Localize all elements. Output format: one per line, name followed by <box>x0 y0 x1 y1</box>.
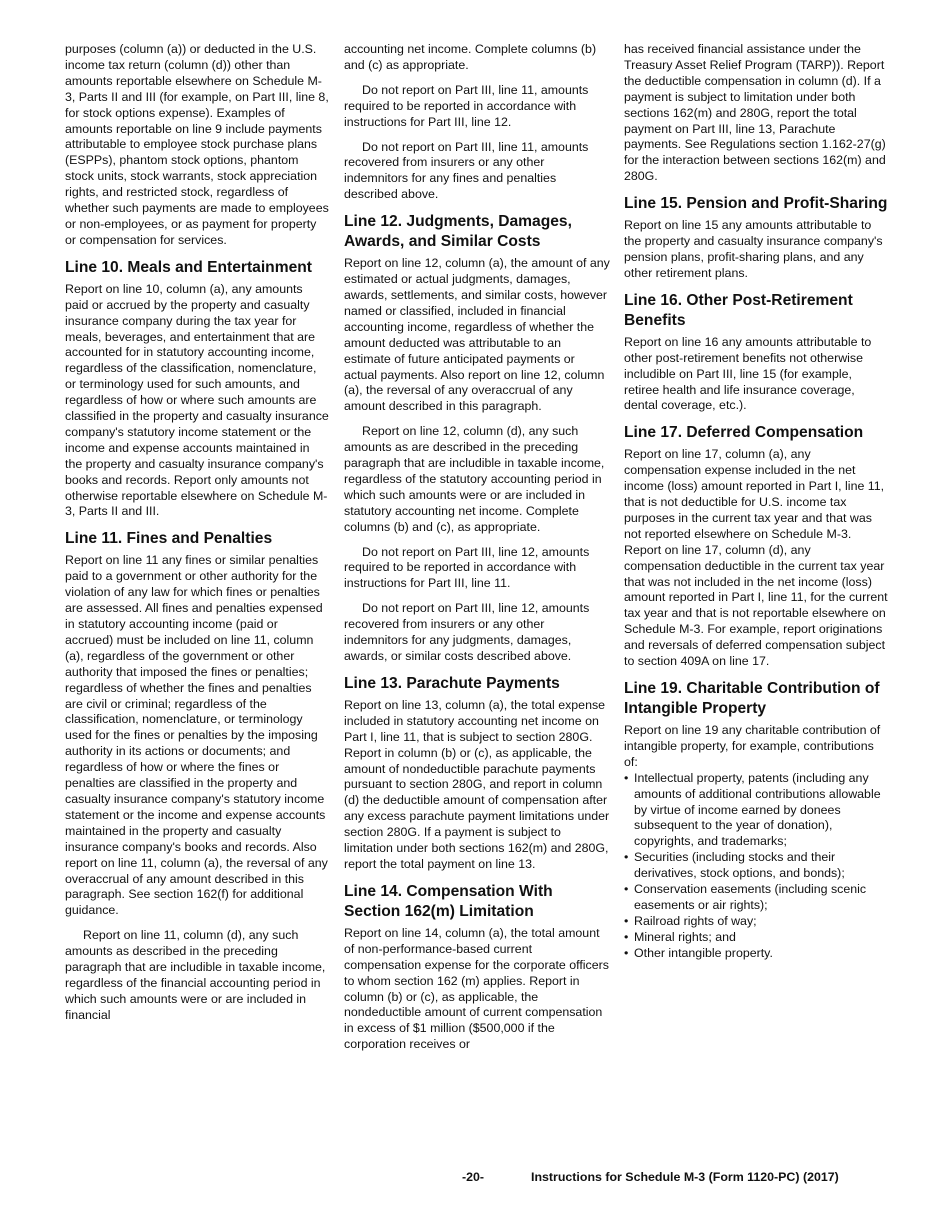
bullet-item: • Mineral rights; and <box>624 930 888 946</box>
bullet-item: • Conservation easements (including scenic easements or air rights); <box>624 882 888 914</box>
bullet-item: • Securities (including stocks and their derivatives, stock options, and bonds); <box>624 850 888 882</box>
body-paragraph: Report on line 11 any fines or similar penalties paid to a government or other authority for the violation of any law for which fines or penalties are assessed. All fines and penalties expensed in statutory accounting income (paid or accrued) must be included on line 11, column (a), regardless of the government or other authority that imposed the fines or penalties; regardless of whether the fines and penalties are civil or criminal; regardless of the classification, nomenclature, or terminology used for the fines or penalties by the imposing authority in its actions or documents; and regardless of how or where the fines or penalties are classified in the property and casualty insurance company's statutory income statement or the income and expense accounts maintained in the property and casualty insurance company's books and records. Also report on line 11, column (a), the reversal of any overaccrual of any amount described in this paragraph. See section 162(f) for additional guidance. <box>65 553 328 918</box>
section-heading: Line 13. Parachute Payments <box>344 674 560 692</box>
body-paragraph: Do not report on Part III, line 11, amounts required to be reported in accordance with instructions for Part III, line 12. <box>344 82 589 129</box>
body-paragraph: Report on line 10, column (a), any amounts paid or accrued by the property and casualty insurance company during the tax year for meals, beverages, and entertainment that are accounted for in statutory accounting income, regardless of the classification, nomenclature, or terminology used for such amounts, and regardless of how or where such amounts are classified in the property and casualty insurance company's statutory income statement or the income and expense accounts maintained in the property and casualty insurance company's books and records. Report only amounts not otherwise reportable elsewhere on Schedule M-3, Parts II and III. <box>65 281 329 519</box>
bullet-item: • Other intangible property. <box>624 946 888 962</box>
section-heading: Line 19. Charitable Contribution of Intangible Property <box>624 680 880 717</box>
body-paragraph: Report on line 15 any amounts attributable to the property and casualty insurance company's pension plans, profit-sharing plans, and any other retirement plans. <box>624 218 883 280</box>
body-paragraph: Report on line 19 any charitable contribution of intangible property, for example, contributions of: <box>624 723 881 769</box>
body-paragraph: Report on line 13, column (a), the total expense included in statutory accounting net income on Part I, line 11, that is subject to section 280G. Report in column (b) or (c), as applicable, the amount of nondeductible parachute payments pursuant to section 280G, and report in column (d) the deductible amount of compensation after any excess parachute payment limitations under section 280G. If a payment is subject to limitation under both sections 162(m) and 280G, report the total payment on line 13. <box>344 697 610 871</box>
section-heading: Line 17. Deferred Compensation <box>624 424 864 442</box>
body-paragraph: accounting net income. Complete columns (b) and (c) as appropriate. <box>344 42 597 72</box>
page-number: -20- <box>462 1170 485 1184</box>
section-heading: Line 12. Judgments, Damages, Awards, and Similar Costs <box>344 213 572 251</box>
body-paragraph: Report on line 12, column (d), any such amounts as are described in the preceding paragraph that are includible in taxable income, regardless of the statutory accounting period in which such amounts were or are included in statutory accounting net income. Complete columns (b) and (c), as appropriate. <box>344 424 605 534</box>
body-paragraph: Report on line 17, column (a), any compensation expense included in the net income (loss) amount reported in Part I, line 11, that is not deductible for U.S. income tax purposes in the current tax year and that was not reported elsewhere on Schedule M-3. Report on line 17, column (d), any compensation deductible in the current tax year that was not included in the net income (loss) amount reported in Part I, line 11, for the current tax year and that is not reportable elsewhere on Schedule M-3. For example, report originations and reversals of deferred compensation subject to section 409A on line 17. <box>624 447 888 669</box>
body-paragraph: purposes (column (a)) or deducted in the U.S. income tax return (column (d)) other than amounts reportable elsewhere on Schedule M-3, Parts II and III (for example, on Part III, line 8, for stock options expense). Examples of amounts reportable on line 9 include payments attributable to employee stock purchase plans (ESPPs), phantom stock options, phantom stock units, stock warrants, stock appreciation rights, and restricted stock, regardless of whether such payments are made to employees or non-employees, or as payment for property or compensation for services. <box>65 42 329 247</box>
section-heading: Line 11. Fines and Penalties <box>65 530 273 548</box>
body-paragraph: Report on line 12, column (a), the amount of any estimated or actual judgments, damages, awards, settlements, and similar costs, however named or classified, included in financial accounting income, regardless of whether the amount deducted was attributable to an estimate of future anticipated payments or actual payments. Also report on line 12, column (a), the reversal of any overaccrual of any amount described in this paragraph. <box>344 256 610 414</box>
column-1 <box>65 42 329 1033</box>
bullet-item: • Intellectual property, patents (including any amounts of additional contributions allowable by virtue of income earned by donees subsequent to the year of donation), copyrights, and trademarks; <box>624 771 888 851</box>
document-title: Instructions for Schedule M-3 (Form 1120-PC) (2017) <box>531 1170 839 1184</box>
bullet-item: • Railroad rights of way; <box>624 914 888 930</box>
column-2 <box>344 42 610 1062</box>
body-paragraph: Do not report on Part III, line 12, amounts recovered from insurers or any other indemnitors for any judgments, damages, awards, or similar costs described above. <box>344 601 590 663</box>
body-paragraph: Do not report on Part III, line 11, amounts recovered from insurers or any other indemnitors for any fines and penalties described above. <box>344 139 589 202</box>
section-heading: Line 15. Pension and Profit-Sharing <box>624 195 888 213</box>
body-paragraph: Report on line 14, column (a), the total amount of non-performance-based current compensation expense for the corporate officers to whom section 162 (m) applies. Report in column (b) or (c), as applicable, the nondeductible amount of current compensation in excess of $1 million ($500,000 if the corporation receives or <box>344 925 609 1052</box>
bullet-list <box>624 771 888 962</box>
body-paragraph: Do not report on Part III, line 12, amounts required to be reported in accordance with instructions for Part III, line 11. <box>344 544 590 591</box>
body-paragraph: has received financial assistance under the Treasury Asset Relief Program (TARP)). Report the deductible compensation in column (d). If a payment is subject to limitation under both sections 162(m) and 280G, report the total payment on Part III, line 13, Parachute payments. See Regulations section 1.162-27(g) for the interaction between sections 162(m) and 280G. <box>624 42 886 184</box>
section-heading: Line 14. Compensation With Section 162(m) Limitation <box>344 882 553 920</box>
section-heading: Line 16. Other Post-Retirement Benefits <box>624 291 853 329</box>
body-paragraph: Report on line 11, column (d), any such amounts as described in the preceding paragraph that are includible in taxable income, regardless of the financial accounting period in which such amounts were or are included in financial <box>65 928 326 1022</box>
section-heading: Line 10. Meals and Entertainment <box>65 258 312 276</box>
column-3 <box>624 42 888 962</box>
body-paragraph: Report on line 16 any amounts attributable to other post-retirement benefits not otherwise includible on Part III, line 15 (for example, retiree health and life insurance coverage, dental coverage, etc.). <box>624 334 872 413</box>
